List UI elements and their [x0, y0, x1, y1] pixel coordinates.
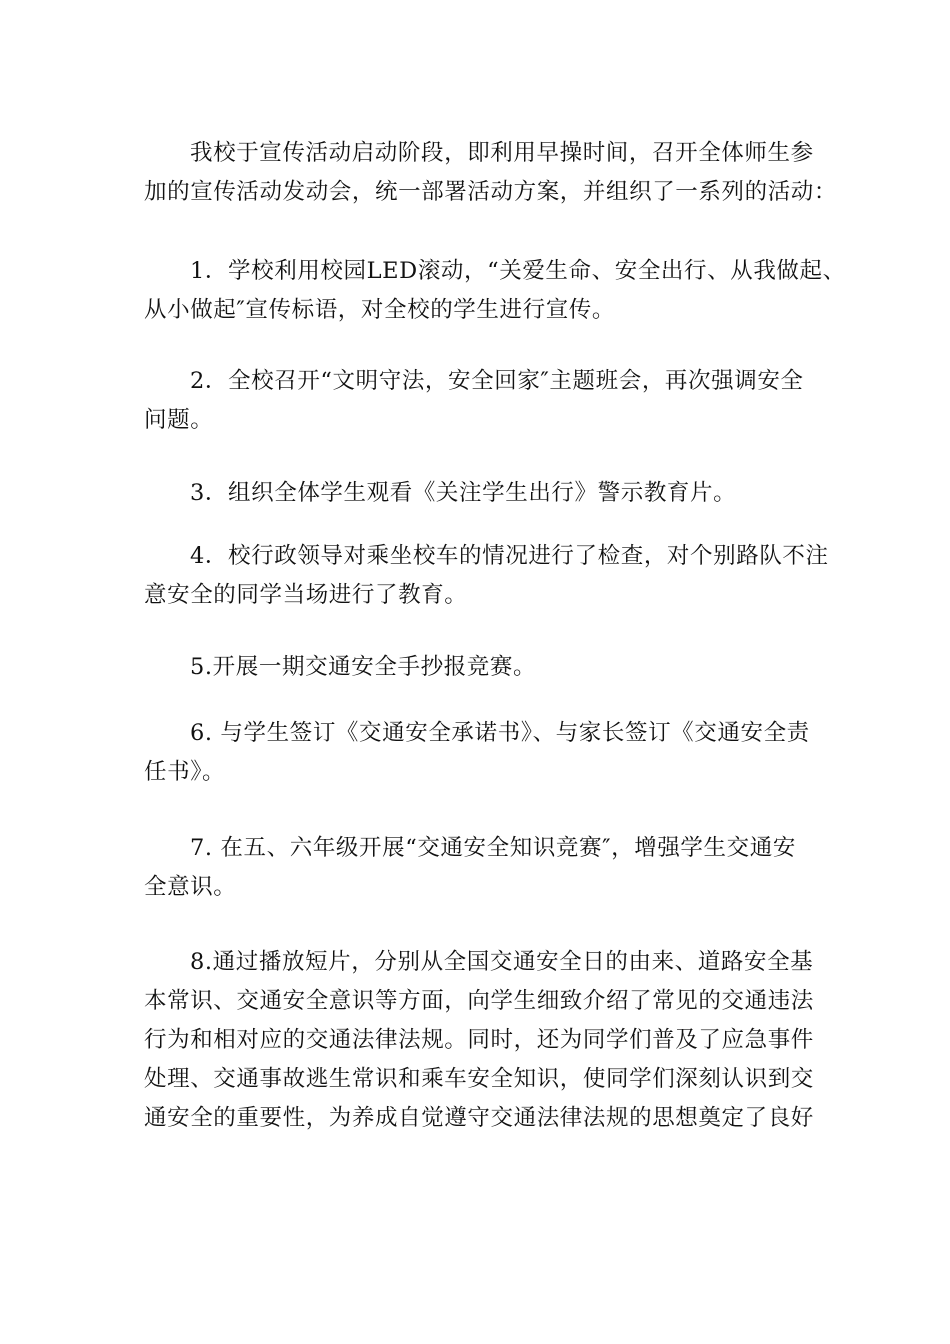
paragraph-item-8 — [144, 943, 814, 1138]
paragraph-item-2 — [144, 362, 810, 440]
text-line: 处理、交通事故逃生常识和乘车安全知识，使同学们深刻认识到交 — [144, 1066, 814, 1092]
text-line: 问题。 — [144, 407, 214, 433]
text-line: 通安全的重要性，为养成自觉遵守交通法律法规的思想奠定了良好 — [144, 1105, 814, 1131]
text-line: 5.开展一期交通安全手抄报竞赛。 — [190, 654, 537, 680]
text-line: 任书》。 — [144, 759, 226, 785]
text-line: 加的宣传活动发动会，统一部署活动方案，并组织了一系列的活动： — [144, 179, 838, 205]
text-line: 2．全校召开“文明守法，安全回家″主题班会，再次强调安全 — [190, 368, 804, 394]
paragraph-intro — [144, 134, 838, 212]
text-line: 4．校行政领导对乘坐校车的情况进行了检查，对个别路队不注 — [190, 543, 829, 569]
text-line: 意安全的同学当场进行了教育。 — [144, 582, 468, 608]
paragraph-item-7 — [144, 829, 810, 907]
text-line: 7. 在五、六年级开展“交通安全知识竞赛″，增强学生交通安 — [190, 835, 796, 861]
text-line: 6. 与学生签订《交通安全承诺书》、与家长签订《交通安全责 — [190, 720, 810, 746]
text-line: 1．学校利用校园LED滚动，“关爱生命、安全出行、从我做起、 — [190, 258, 846, 284]
paragraph-item-3 — [144, 474, 810, 513]
paragraph-item-5 — [144, 648, 810, 687]
text-line: 本常识、交通安全意识等方面，向学生细致介绍了常见的交通违法 — [144, 988, 814, 1014]
paragraph-item-4 — [144, 537, 829, 615]
paragraph-item-6 — [144, 714, 810, 792]
text-line: 3．组织全体学生观看《关注学生出行》警示教育片。 — [190, 480, 737, 506]
paragraph-item-1 — [144, 252, 846, 330]
text-line: 全意识。 — [144, 874, 237, 900]
text-line: 8.通过播放短片，分别从全国交通安全日的由来、道路安全基 — [190, 949, 814, 975]
text-line: 从小做起″宣传标语，对全校的学生进行宣传。 — [144, 297, 616, 323]
text-line: 我校于宣传活动启动阶段，即利用早操时间，召开全体师生参 — [190, 140, 814, 166]
text-line: 行为和相对应的交通法律法规。同时，还为同学们普及了应急事件 — [144, 1027, 814, 1053]
